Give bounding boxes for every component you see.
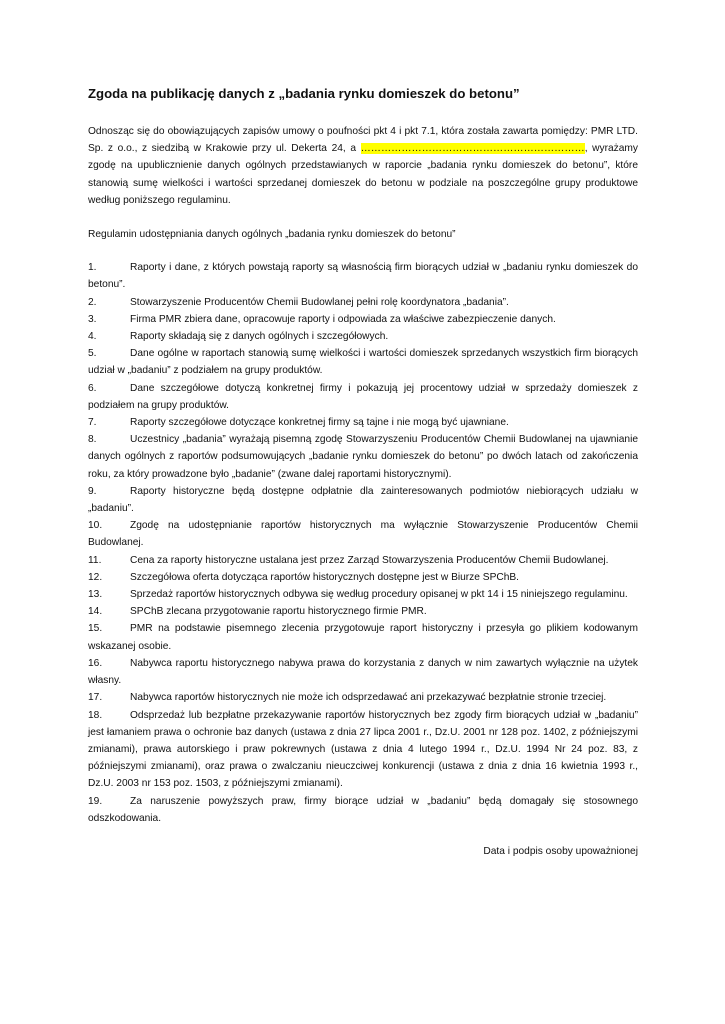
regulation-item-text: Zgodę na udostępnianie raportów historycznych ma wyłącznie Stowarzyszenie Producentów Chemii Budowlanej. xyxy=(88,520,638,549)
regulation-item-text: Firma PMR zbiera dane, opracowuje raporty i odpowiada za właściwe zabezpieczenie danych. xyxy=(130,313,556,325)
regulation-item-number: 19. xyxy=(88,795,103,807)
regulation-item-number: 1. xyxy=(88,262,97,274)
regulation-item-text: Raporty składają się z danych ogólnych i szczegółowych. xyxy=(130,331,389,343)
regulation-item-number: 18. xyxy=(88,709,103,721)
regulation-item xyxy=(88,328,638,345)
regulation-item-number: 3. xyxy=(88,313,97,325)
company-name-placeholder: ………………………………………………………… xyxy=(360,143,585,155)
regulation-item-text: Raporty i dane, z których powstają raporty są własnością firm biorących udział w „badaniu rynku domieszek do betonu”. xyxy=(88,262,638,291)
regulation-item-text: Dane ogólne w raportach stanowią sumę wielkości i wartości domieszek sprzedanych wszystkich firm biorących udział w „badaniu” z podziałem na grupy produktów. xyxy=(88,348,638,377)
regulation-item-text: Dane szczegółowe dotyczą konkretnej firmy i pokazują jej procentowy udział w sprzedaży domieszek z podziałem na grupy produktów. xyxy=(88,382,638,411)
regulation-item xyxy=(88,603,638,620)
signature-label: Data i podpis osoby upoważnionej xyxy=(483,845,638,857)
regulation-item-text: PMR na podstawie pisemnego zlecenia przygotowuje raport historyczny i przesyła go plikiem kodowanym wskazanej osobie. xyxy=(88,623,638,652)
regulation-item xyxy=(88,483,638,517)
regulation-item-number: 15. xyxy=(88,623,103,635)
regulation-item-text: Odsprzedaż lub bezpłatne przekazywanie raportów historycznych bez zgody firm biorących udział w „badaniu” jest łamaniem prawa o ochronie baz danych (ustawa z dnia 27 lipca 2001 r., Dz.U. 2001 nr 128 poz. 1402, z późniejszymi zmianami), prawa autorskiego i praw pokrewnych (ustawa z dnia 4 lutego 1994 r., Dz.U. 1994 Nr 24 poz. 83, z późniejszymi zmianami), oraz prawa o zwalczaniu nieuczciwej konkurencji (ustawa z dnia z dnia 16 kwietnia 1993 r., Dz.U. 2003 nr 153 poz. 1503, z późniejszymi zmianami). xyxy=(88,709,638,790)
regulation-item-number: 4. xyxy=(88,331,97,343)
document-title: Zgoda na publikację danych z „badania rynku domieszek do betonu” xyxy=(88,86,520,101)
regulation-item xyxy=(88,414,638,431)
regulation-item-number: 2. xyxy=(88,296,97,308)
regulation-item xyxy=(88,380,638,414)
intro-text-end: , wyrażamy zgodę na upublicznienie danych ogólnych przedstawianych w raporcie „badania rynku domieszek do betonu”, które stanowią sumę wielkości i wartości sprzedanej domieszek do betonu w podziale na poszczególne grupy produktowe według poniższego regulaminu. xyxy=(88,143,638,206)
regulation-item-text: Raporty szczegółowe dotyczące konkretnej firmy są tajne i nie mogą być ujawniane. xyxy=(130,417,509,429)
regulation-item-text: Raporty historyczne będą dostępne odpłatnie dla zainteresowanych podmiotów niebiorących udziału w „badaniu”. xyxy=(88,485,638,515)
regulation-item-number: 17. xyxy=(88,692,103,704)
regulation-item xyxy=(88,294,638,311)
regulation-item-number: 13. xyxy=(88,589,103,601)
regulation-item-text: Za naruszenie powyższych praw, firmy biorące udział w „badaniu” będą domagały się stosownego odszkodowania. xyxy=(88,795,638,824)
regulation-item-text: Nabywca raportów historycznych nie może ich odsprzedawać ani przekazywać bezpłatnie stronie trzeciej. xyxy=(130,692,607,704)
regulation-item xyxy=(88,586,638,603)
regulation-item-number: 8. xyxy=(88,434,97,446)
regulation-title: Regulamin udostępniania danych ogólnych „badania rynku domieszek do betonu” xyxy=(88,229,456,241)
regulation-item-text: SPChB zlecana przygotowanie raportu historycznego firmie PMR. xyxy=(130,606,427,618)
regulation-item xyxy=(88,620,638,654)
regulation-item xyxy=(88,707,638,793)
regulation-item-number: 6. xyxy=(88,382,97,394)
regulation-item-number: 5. xyxy=(88,348,97,360)
regulation-item-number: 12. xyxy=(88,571,103,583)
regulation-item xyxy=(88,345,638,379)
regulation-item-text: Stowarzyszenie Producentów Chemii Budowlanej pełni rolę koordynatora „badania”. xyxy=(130,296,509,308)
regulation-item xyxy=(88,655,638,689)
regulation-item xyxy=(88,517,638,551)
regulation-item-number: 16. xyxy=(88,657,103,669)
regulation-item-number: 9. xyxy=(88,485,97,497)
regulation-item-text: Szczegółowa oferta dotycząca raportów historycznych dostępne jest w Biurze SPChB. xyxy=(130,571,520,583)
regulation-item xyxy=(88,311,638,328)
regulation-item xyxy=(88,689,638,706)
regulation-item xyxy=(88,552,638,569)
document-page xyxy=(88,86,638,860)
regulation-item-number: 14. xyxy=(88,606,103,618)
regulation-item-text: Sprzedaż raportów historycznych odbywa się według procedury opisanej w pkt 14 i 15 niniejszego regulaminu. xyxy=(130,589,628,601)
regulation-item xyxy=(88,793,638,827)
regulation-item-number: 7. xyxy=(88,417,97,429)
regulation-item-text: Nabywca raportu historycznego nabywa prawa do korzystania z danych w nim zawartych wyłącznie na użytek własny. xyxy=(88,657,638,687)
intro-paragraph xyxy=(88,123,638,209)
regulation-item-text: Uczestnicy „badania” wyrażają pisemną zgodę Stowarzyszeniu Producentów Chemii Budowlanej na ujawnianie danych ogólnych z raportów podsumowujących „badanie rynku domieszek do betonu” po dwóch latach od zakończenia roku, za który prowadzone było „badanie” (zwane dalej raportami historycznymi). xyxy=(88,434,638,480)
regulation-item-number: 10. xyxy=(88,520,103,532)
regulation-item xyxy=(88,569,638,586)
regulation-list xyxy=(88,259,638,827)
regulation-item xyxy=(88,431,638,483)
regulation-item-text: Cena za raporty historyczne ustalana jest przez Zarząd Stowarzyszenia Producentów Chemii Budowlanej. xyxy=(130,554,609,566)
regulation-item xyxy=(88,259,638,293)
intro-text-start: Odnosząc się do obowiązujących zapisów umowy o poufności pkt 4 i pkt 7.1, która została zawarta pomiędzy: PMR LTD. Sp. z o.o., z siedzibą w Krakowie przy ul. Dekerta 24, a xyxy=(88,126,638,155)
regulation-item-number: 11. xyxy=(88,554,102,566)
